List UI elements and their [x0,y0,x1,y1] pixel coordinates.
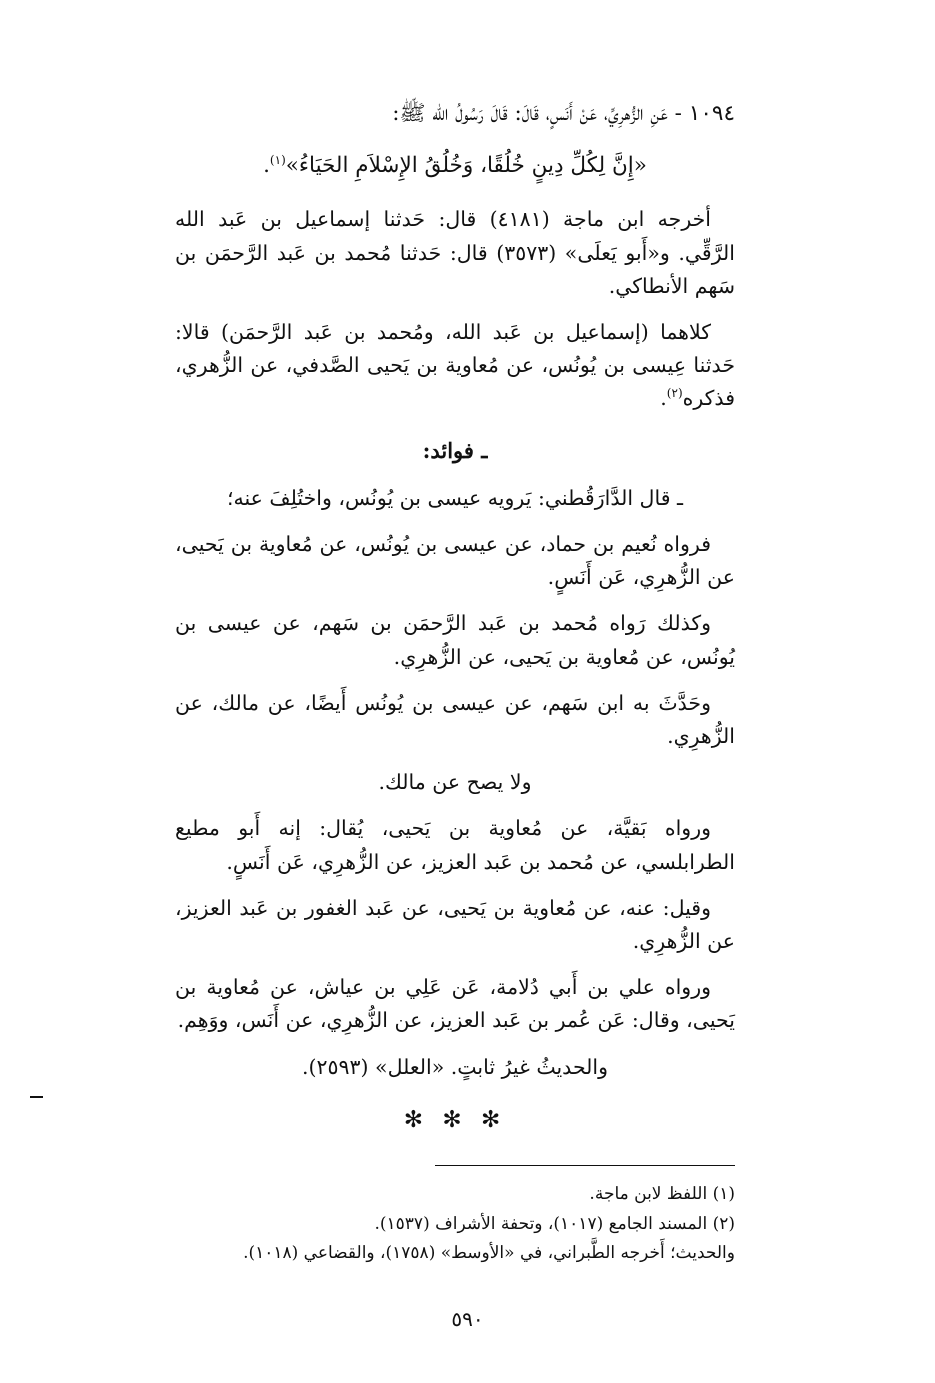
section-heading-fawaid: ـ فوائد: [422,437,488,463]
fawaid-line-7: وقيل: عنه، عن مُعاوية بن يَحيى، عن عَبد الغفور بن عَبد العزيز، عن الزُّهرِي. [175,895,735,953]
takhrij-paragraph-1: أخرجه ابن ماجة (٤١٨١) قال: حَدثنا إسماعيل بن عَبد الله الرَّقِّي. و«أَبو يَعلَى» (٣٥٧٣) قال: حَدثنا مُحمد بن عَبد الرَّحمَن بن سَهم الأنطاكي. [175,207,735,298]
hadith-matn-text: «إِنَّ لِكُلِّ دِينٍ خُلُقًا، وَخُلُقُ الإِسْلاَمِ الحَيَاءُ» [285,152,647,178]
takhrij-paragraph-2 [175,316,735,416]
takhrij-2-text: كلاهما (إسماعيل بن عَبد الله، ومُحمد بن عَبد الرَّحمَن) قالا: حَدثنا عِيسى بن يُونُس، عن مُعاوية بن يَحيى الصَّدفي، عن الزُّهري، فذكره [175,320,735,411]
fawaid-line-5: ولا يصح عن مالك. [378,770,532,795]
page-number: ٥٩٠ [451,1307,484,1331]
fawaid-line-8: ورواه علي بن أَبي دُلامة، عَن عَلِي بن عياش، عن مُعاوية بن يَحيى، وقال: عَن عُمر بن عَبد العزيز، عن الزُّهرِي، عن أَنَس، ووَهِم. [175,975,735,1033]
matn-terminator: . [263,152,270,178]
footnote-ref-2: (٢) [666,386,683,401]
footnote-separator [175,1165,735,1167]
footnote-item: (١) اللفظ لابن ماجة. [589,1184,735,1205]
takhrij-2-terminator: . [660,386,667,411]
fawaid-line-1: ـ قال الدَّارَقُطني: يَرويه عيسى بن يُونُس، واختُلِفَ عنه؛ [226,485,684,510]
document-body [175,95,735,1139]
footnote-area [175,1180,735,1268]
footnote-rule [435,1165,735,1167]
fawaid-line-2: فرواه نُعيم بن حماد، عن عيسى بن يُونُس، عن مُعاوية بن يَحيى، عن الزُّهرِي، عَن أَنَسٍ. [175,531,735,590]
footnote-item: والحديث؛ أَخرجه الطَّبراني، في «الأوسط» (١٧٥٨)، والقضاعي (١٠١٨). [243,1242,735,1263]
fawaid-line-4: وحَدَّثَ به ابن سَهم، عن عيسى بن يُونُس أَيضًا، عن مالك، عن الزُّهرِي. [175,690,735,748]
footnote-item: (٢) المسند الجامع (١٠١٧)، وتحفة الأشراف (١٥٣٧). [374,1213,735,1234]
footnote-ref-1: (١) [269,152,286,167]
fawaid-line-3: وكذلك رَواه مُحمد بن عَبد الرَّحمَن بن سَهم، عن عيسى بن يُونُس، عن مُعاوية بن يَحيى، عن الزُّهرِي. [175,611,735,669]
fawaid-line-9: والحديثُ غيرُ ثابتٍ. «العلل» (٢٥٩٣). [301,1054,609,1079]
ornament-divider: ✻ ✻ ✻ [403,1106,507,1133]
hadith-matn [175,149,735,184]
margin-mark [30,1096,43,1098]
fawaid-line-6: ورواه بَقيَّة، عن مُعاوية بن يَحيى، يُقال: إنه أَبو مطيع الطرابلسي، عن مُحمد بن عَبد العزيز، عن الزُّهرِي، عَن أَنَسٍ. [175,816,735,874]
hadith-isnad-line: ١٠٩٤ - عَنِ الزُّهرِيِّ، عَنْ أَنَسٍ، قَالَ: قَالَ رَسُولُ الله ﷺ: [392,101,735,126]
